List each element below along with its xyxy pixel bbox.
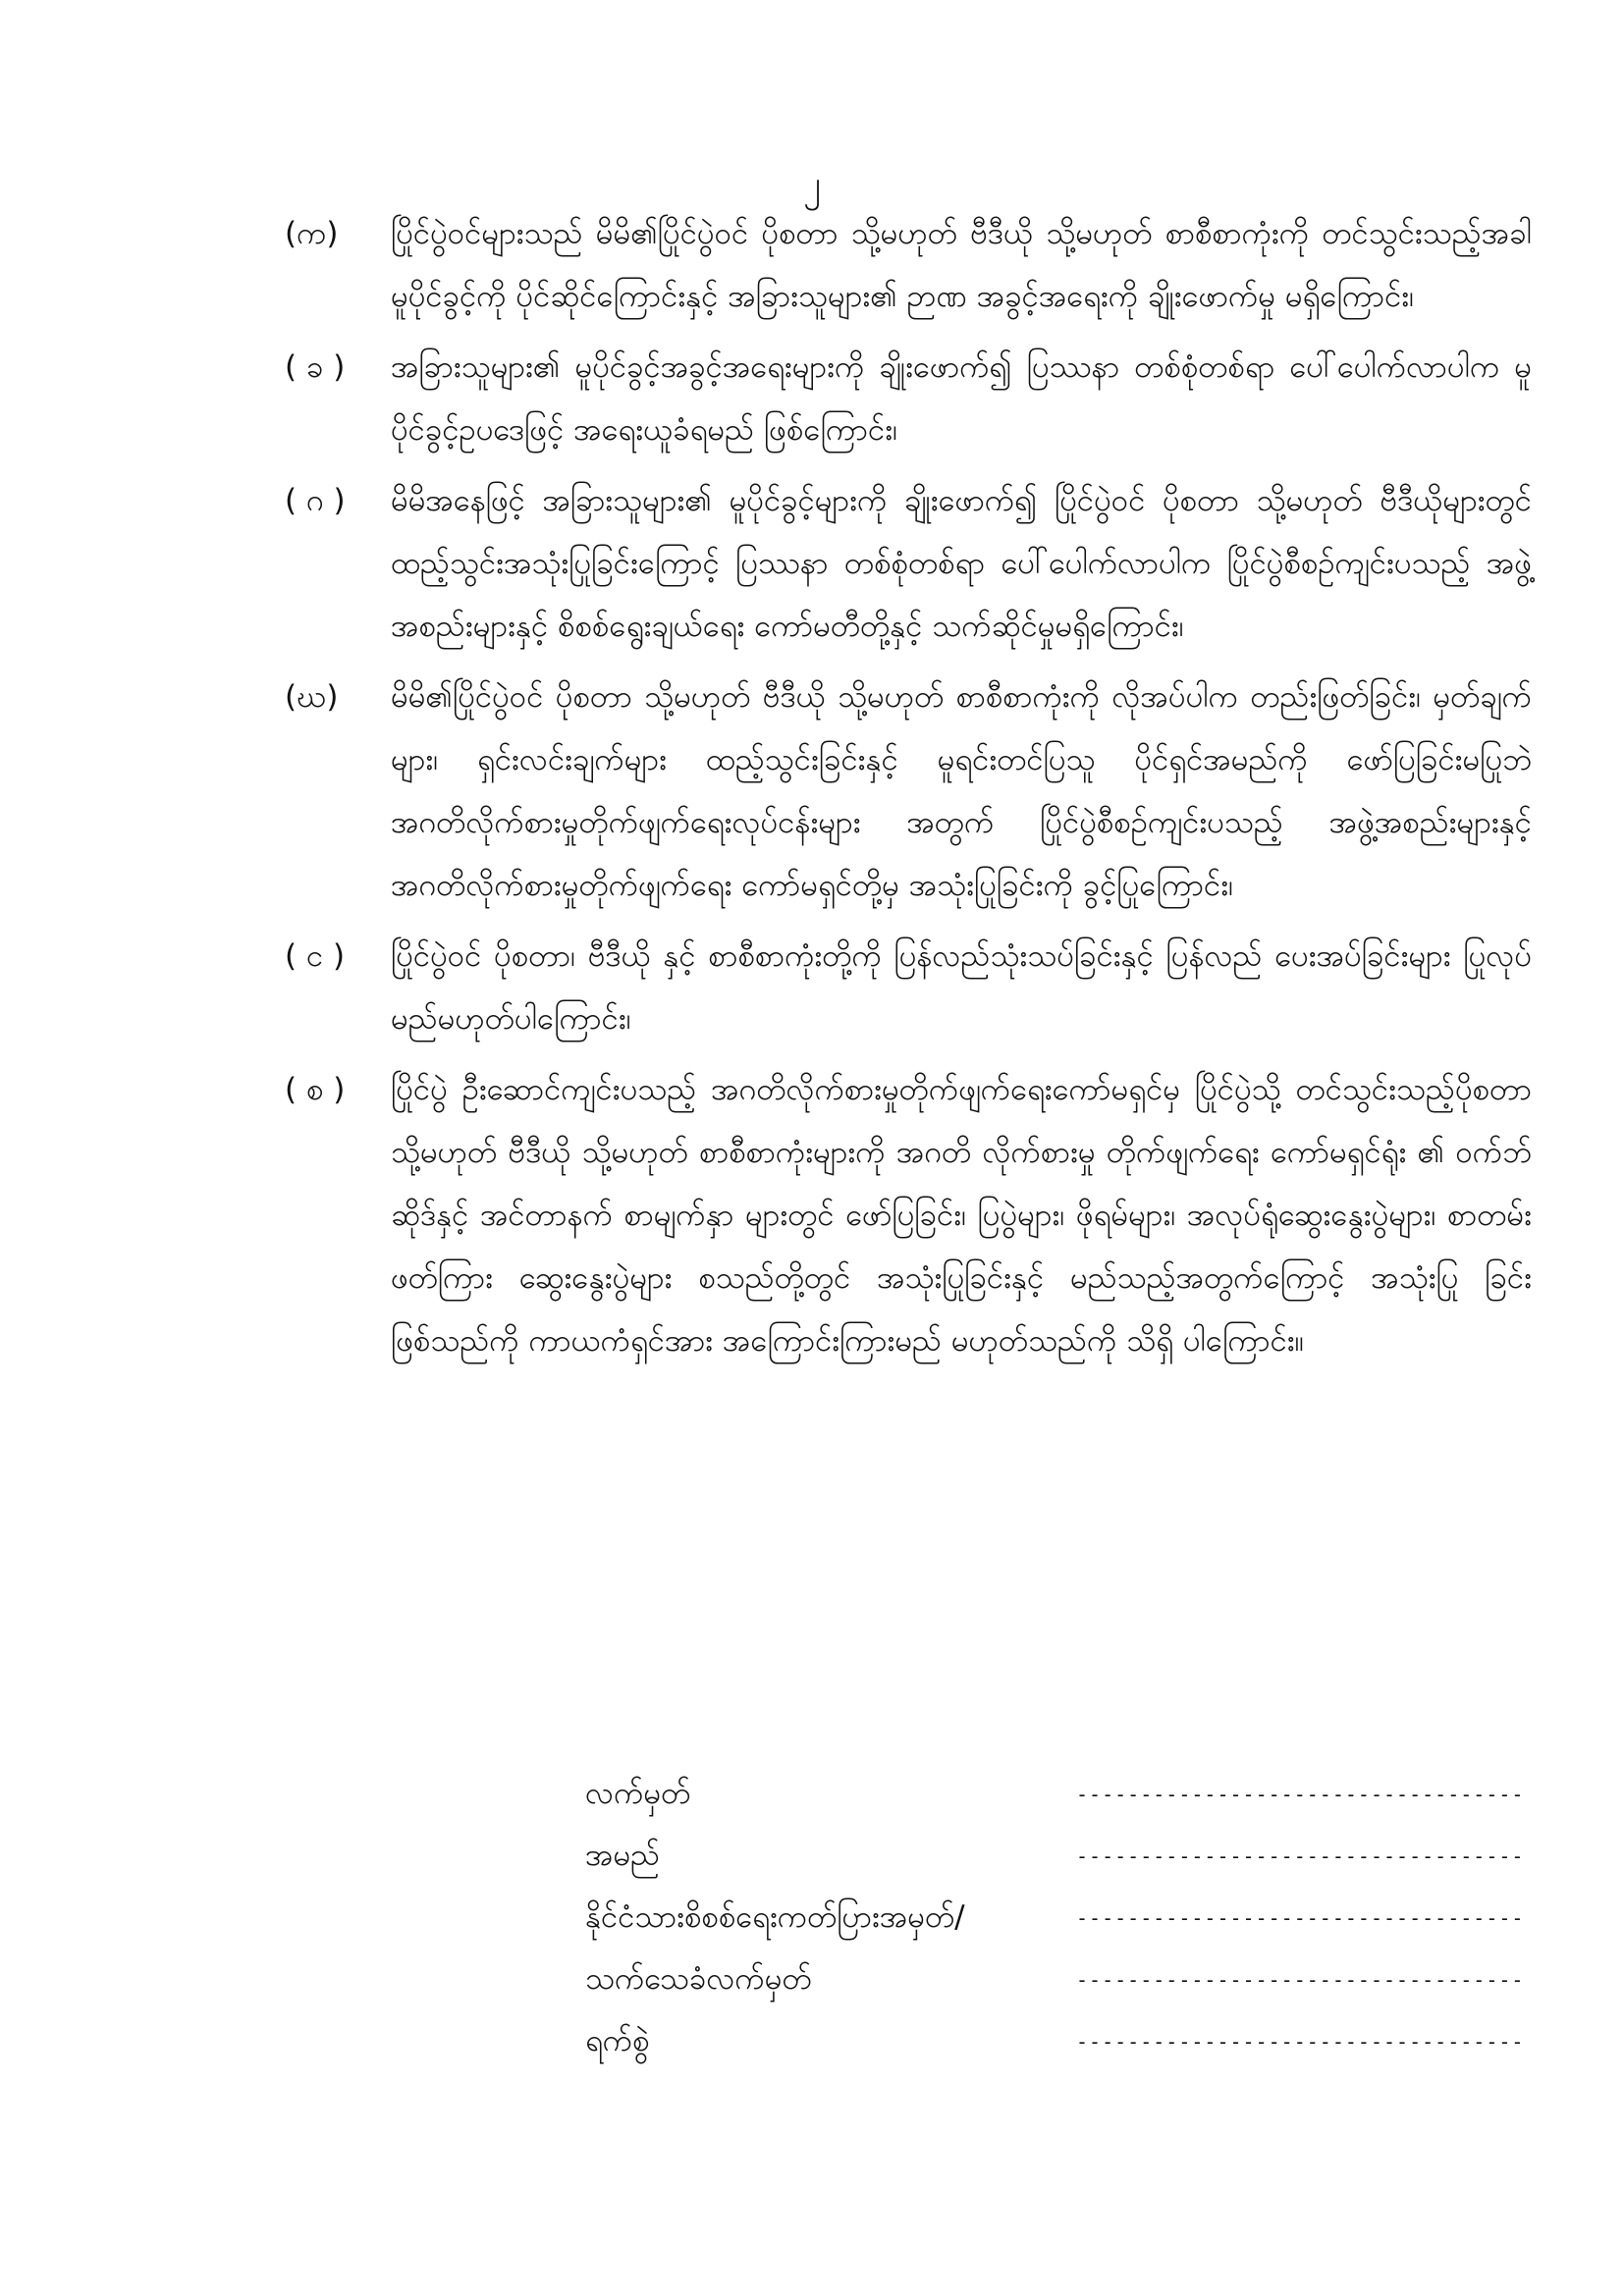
date-blank-line: -----------------------------------: [1076, 2029, 1525, 2054]
date-row: [585, 2010, 1525, 2072]
name-blank-line: -----------------------------------: [1076, 1843, 1525, 1868]
clause-label: ( စ ): [285, 1072, 346, 1107]
clause-item: [285, 1058, 1532, 1372]
clause-label: ( ဂ ): [285, 483, 346, 518]
certificate-row: [585, 1949, 1525, 2010]
date-label: ရက်စွဲ: [585, 2023, 650, 2058]
signature-row: [585, 1763, 1525, 1825]
clause-label: ( င ): [285, 938, 346, 974]
clause-item: [285, 666, 1532, 917]
name-row: [585, 1825, 1525, 1887]
id-card-label: နိုင်ငံသားစိစစ်ရေးကတ်ပြားအမှတ်/: [585, 1899, 965, 1935]
clause-item: [285, 202, 1532, 328]
clause-text: ပြိုင်ပွဲဝင် ပိုစတာ၊ ဗီဒီယို နှင့် စာစီစာကုံးတို့ကို ပြန်လည်သုံးသပ်ခြင်းနှင့် ပြန်လည် ပေးအပ်ခြင်းများ ပြုလုပ်မည်မဟုတ်ပါကြောင်း၊: [391, 938, 1532, 1037]
id-card-row: [585, 1887, 1525, 1949]
clause-text: မိမိအနေဖြင့် အခြားသူများ၏ မူပိုင်ခွင့်များကို ချိုးဖောက်၍ ပြိုင်ပွဲဝင် ပိုစတာ သို့မဟုတ် ဗီဒီယိုများတွင် ထည့်သွင်းအသုံးပြုခြင်းကြောင့် ပြဿနာ တစ်စုံတစ်ရာ ပေါ်ပေါက်လာပါက ပြိုင်ပွဲစီစဉ်ကျင်းပသည့် အဖွဲ့အစည်းများနှင့် စိစစ်ရွေးချယ်ရေး ကော်မတီတို့နှင့် သက်ဆိုင်မှုမရှိကြောင်း၊: [391, 483, 1532, 644]
clause-item: [285, 469, 1532, 658]
signature-label: လက်မှတ်: [585, 1776, 691, 1811]
clause-item: [285, 925, 1532, 1050]
clause-text: ပြိုင်ပွဲဝင်များသည် မိမိ၏ပြိုင်ပွဲဝင် ပိုစတာ သို့မဟုတ် ဗီဒီယို သို့မဟုတ် စာစီစာကုံးကို တင်သွင်းသည့်အခါ မူပိုင်ခွင့်ကို ပိုင်ဆိုင်ကြောင်းနှင့် အခြားသူများ၏ ဉာဏ အခွင့်အရေးကို ချိုးဖောက်မှု မရှိကြောင်း၊: [391, 216, 1532, 314]
clause-text: အခြားသူများ၏ မူပိုင်ခွင့်အခွင့်အရေးများကို ချိုးဖောက်၍ ပြဿနာ တစ်စုံတစ်ရာ ပေါ်ပေါက်လာပါက မူပိုင်ခွင့်ဥပဒေဖြင့် အရေးယူခံရမည် ဖြစ်ကြောင်း၊: [391, 349, 1532, 448]
certificate-label: သက်သေခံလက်မှတ်: [585, 1961, 812, 1997]
name-label: အမည်: [585, 1838, 661, 1873]
clause-list: [285, 202, 1532, 1380]
clause-item: [285, 336, 1532, 461]
clause-text: မိမိ၏ပြိုင်ပွဲဝင် ပိုစတာ သို့မဟုတ် ဗီဒီယို သို့မဟုတ် စာစီစာကုံးကို လိုအပ်ပါက တည်းဖြတ်ခြင်း၊ မှတ်ချက်များ၊ ရှင်းလင်းချက်များ ထည့်သွင်းခြင်းနှင့် မူရင်းတင်ပြသူ ပိုင်ရှင်အမည်ကို ဖော်ပြခြင်းမပြုဘဲ အဂတိလိုက်စားမှုတိုက်ဖျက်ရေးလုပ်ငန်းများ အတွက် ပြိုင်ပွဲစီစဉ်ကျင်းပသည့် အဖွဲ့အစည်းများနှင့် အဂတိလိုက်စားမှုတိုက်ဖျက်ရေး ကော်မရှင်တို့မှ အသုံးပြုခြင်းကို ခွင့်ပြုကြောင်း၊: [391, 679, 1532, 903]
clause-label: ( ခ ): [285, 349, 346, 385]
signature-block: [585, 1763, 1525, 2072]
clause-label: (က): [285, 216, 339, 251]
clause-text: ပြိုင်ပွဲ ဦးဆောင်ကျင်းပသည့် အဂတိလိုက်စားမှုတိုက်ဖျက်ရေးကော်မရှင်မှ ပြိုင်ပွဲသို့ တင်သွင်းသည့်ပိုစတာ သို့မဟုတ် ဗီဒီယို သို့မဟုတ် စာစီစာကုံးများကို အဂတိ လိုက်စားမှု တိုက်ဖျက်ရေး ကော်မရှင်ရုံး ၏ ဝက်ဘ်ဆိုဒ်နှင့် အင်တာနက် စာမျက်နှာ များတွင် ဖော်ပြခြင်း၊ ပြပွဲများ၊ ဖိုရမ်များ၊ အလုပ်ရုံဆွေးနွေးပွဲများ၊ စာတမ်း ဖတ်ကြား ဆွေးနွေးပွဲများ စသည်တို့တွင် အသုံးပြုခြင်းနှင့် မည်သည့်အတွက်ကြောင့် အသုံးပြု ခြင်း ဖြစ်သည်ကို ကာယကံရှင်အား အကြောင်းကြားမည် မဟုတ်သည်ကို သိရှိ ပါကြောင်း။: [391, 1072, 1532, 1359]
signature-blank-line: -----------------------------------: [1076, 1782, 1525, 1806]
page-number: ၂: [803, 164, 821, 204]
certificate-blank-line: -----------------------------------: [1076, 1967, 1525, 1992]
clause-label: (ဃ): [285, 679, 339, 715]
id-card-blank-line: -----------------------------------: [1076, 1905, 1525, 1930]
